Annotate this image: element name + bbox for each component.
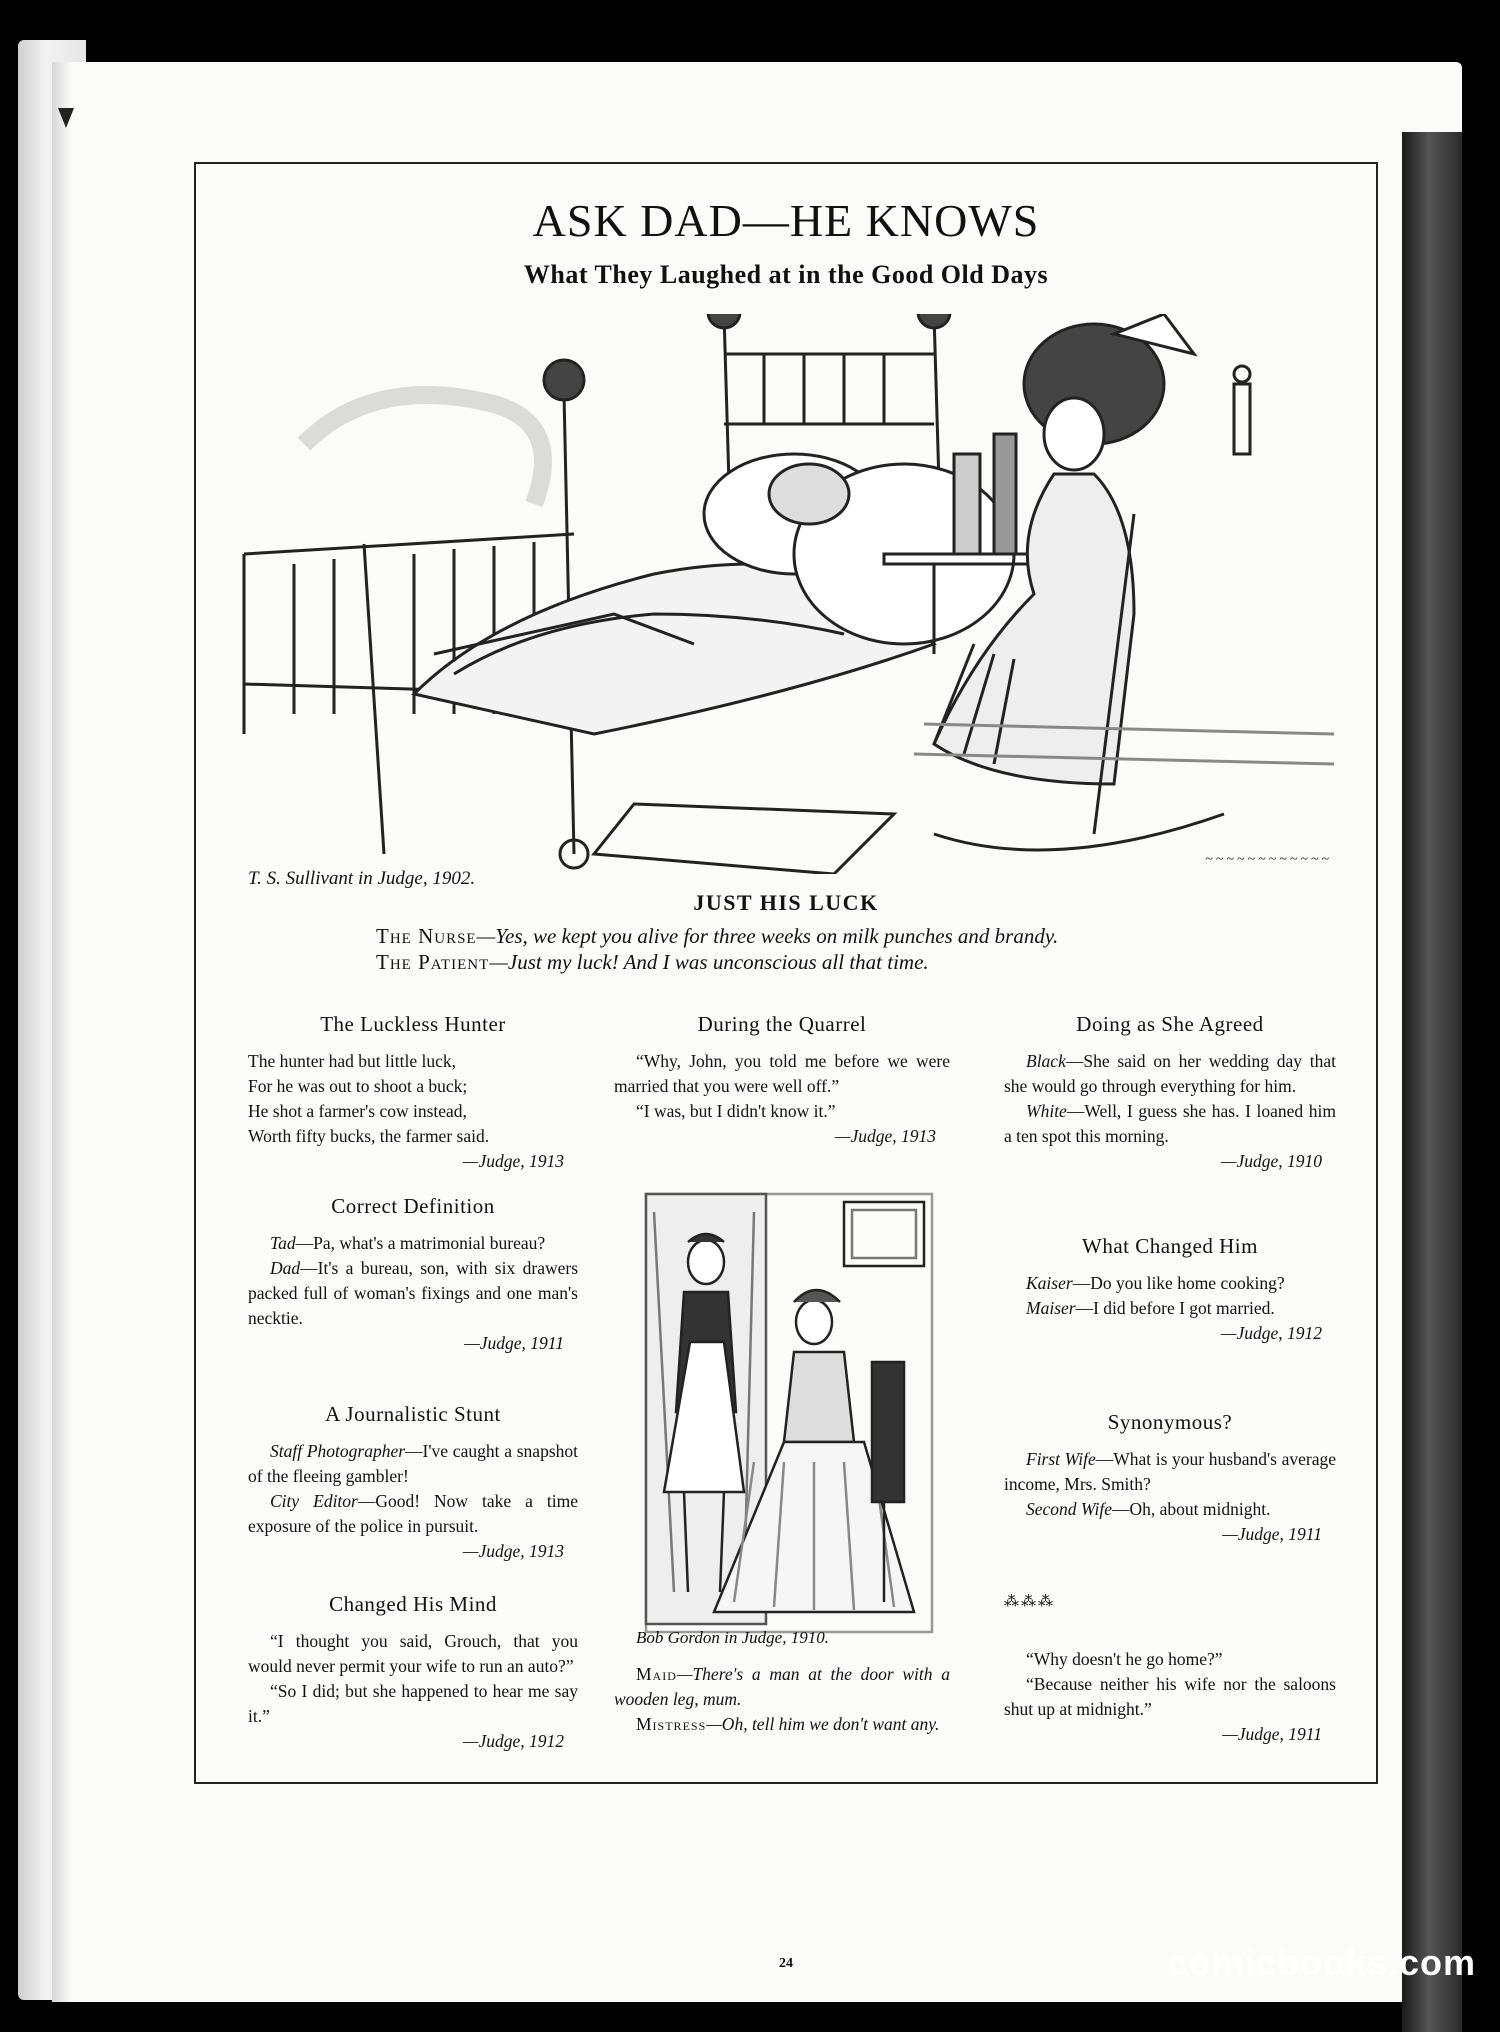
dialog-line [248, 1231, 578, 1256]
joke-heading: Changed His Mind [329, 1592, 497, 1616]
asterism-separator: ⁂⁂⁂ [1004, 1594, 1055, 1610]
dialog-speaker: City Editor [270, 1491, 358, 1511]
dialog-text: —She said on her wedding day that she would go through everything for him. [1004, 1051, 1336, 1096]
joke-article [1004, 1012, 1336, 1174]
dialog-line [376, 950, 1196, 975]
dialog-speaker: Tad [270, 1233, 296, 1253]
joke-heading: A Journalistic Stunt [325, 1402, 501, 1426]
verse-line: Worth fifty bucks, the farmer said. [248, 1126, 490, 1146]
dialog-line [376, 924, 1196, 949]
dialog-text: —Good! Now take a time exposure of the police in pursuit. [248, 1491, 578, 1536]
dialog-text: —Do you like home cooking? [1072, 1273, 1285, 1293]
joke-article [1004, 1234, 1336, 1346]
page-frame [194, 162, 1378, 1971]
dialog-paragraph: “I was, but I didn't know it.” [636, 1101, 836, 1121]
dialog-text: —There's a man at the door with a wooden leg, mum. [614, 1664, 950, 1709]
dialog-paragraph: “So I did; but she happened to hear me say it.” [248, 1681, 578, 1726]
source-citation: —Judge, 1913 [462, 1151, 564, 1171]
dialog-speaker: The Patient [376, 950, 490, 974]
source-citation: —Judge, 1912 [1220, 1323, 1322, 1343]
joke-article [248, 1012, 578, 1174]
joke-heading: What Changed Him [1082, 1234, 1258, 1258]
dialog-line [1004, 1099, 1336, 1149]
joke-heading: Synonymous? [1107, 1410, 1233, 1434]
dialog-speaker: White [1026, 1101, 1067, 1121]
dialog-text: —Just my luck! And I was unconscious all that time. [489, 950, 929, 974]
maid-and-mistress-drawing-icon [644, 1192, 934, 1634]
dialog-line [1004, 1271, 1336, 1296]
illustration-credit: T. S. Sullivant in Judge, 1902. [248, 868, 476, 889]
dialog-line [1004, 1049, 1336, 1099]
dialog-text: —What is your husband's average income, Mrs. Smith? [1004, 1449, 1336, 1494]
dialog-text: —Oh, about midnight. [1112, 1499, 1271, 1519]
joke-article [248, 1194, 578, 1356]
source-citation: —Judge, 1911 [464, 1333, 564, 1353]
source-citation: —Judge, 1911 [1222, 1724, 1322, 1744]
illustration-credit: Bob Gordon in Judge, 1910. [636, 1628, 829, 1647]
joke-title: JUST HIS LUCK [693, 890, 879, 915]
page-title: ASK DAD—HE KNOWS [532, 195, 1040, 246]
dialog-speaker: Dad [270, 1258, 301, 1278]
bedroom-illustration [234, 314, 1344, 874]
joke-heading: Correct Definition [331, 1194, 495, 1218]
joke-heading: During the Quarrel [697, 1012, 867, 1036]
dialog-speaker: Mistress [636, 1714, 707, 1734]
dialog-speaker: The Nurse [376, 924, 477, 948]
artist-signature: ~~~~~~~~~~~~ [1205, 852, 1332, 867]
dialog-speaker: Black [1026, 1051, 1066, 1071]
joke-heading: Doing as She Agreed [1076, 1012, 1264, 1036]
dialog-line [1004, 1447, 1336, 1497]
dialog-speaker: Maiser [1026, 1298, 1076, 1318]
joke-article [614, 1662, 950, 1737]
page-subtitle: What They Laughed at in the Good Old Days [523, 260, 1049, 289]
joke-article [614, 1012, 950, 1149]
dialog-paragraph: “I thought you said, Grouch, that you would never permit your wife to run an auto?” [248, 1631, 578, 1676]
dialog-text: —Oh, tell him we don't want any. [706, 1714, 940, 1734]
source-citation: —Judge, 1911 [1222, 1524, 1322, 1544]
source-citation: —Judge, 1912 [462, 1731, 564, 1751]
dialog-speaker: Maid [636, 1664, 677, 1684]
dialog-line [614, 1662, 950, 1712]
dialog-paragraph: “Because neither his wife nor the saloons shut up at midnight.” [1004, 1674, 1336, 1719]
joke-heading: The Luckless Hunter [320, 1012, 506, 1036]
dialog-text: —I did before I got married. [1075, 1298, 1275, 1318]
site-watermark: comicbooks.com [1167, 1942, 1476, 1983]
source-citation: —Judge, 1913 [462, 1541, 564, 1561]
dialog-speaker: Staff Photographer [270, 1441, 406, 1461]
dialog-paragraph: “Why doesn't he go home?” [1026, 1649, 1223, 1669]
verse-line: He shot a farmer's cow instead, [248, 1101, 467, 1121]
page-gutter [1402, 132, 1462, 2032]
dialog-text: —It's a bureau, son, with six drawers packed full of woman's fixings and one man's necktie. [248, 1258, 578, 1328]
page-number: 24 [779, 1956, 793, 1971]
dialog-text: —Pa, what's a matrimonial bureau? [295, 1233, 546, 1253]
dialog-speaker: Kaiser [1026, 1273, 1073, 1293]
verse-line: The hunter had but little luck, [248, 1051, 457, 1071]
dialog-line [248, 1256, 578, 1331]
dialog-text: —Well, I guess she has. I loaned him a ten spot this morning. [1004, 1101, 1336, 1146]
joke-article [1004, 1410, 1336, 1547]
source-citation: —Judge, 1913 [834, 1126, 936, 1146]
dialog-speaker: Second Wife [1026, 1499, 1113, 1519]
page-marker-icon [58, 108, 74, 128]
dialog-text: —Yes, we kept you alive for three weeks on milk punches and brandy. [476, 924, 1059, 948]
joke-article [248, 1402, 578, 1564]
dialog-line [1004, 1497, 1336, 1522]
sickbed-drawing-icon [234, 314, 1344, 874]
joke-article [248, 1592, 578, 1754]
dialog-line [248, 1489, 578, 1539]
dialog-line [1004, 1296, 1336, 1321]
dialog-line [614, 1712, 950, 1737]
maid-illustration [644, 1192, 934, 1634]
dialog-speaker: First Wife [1026, 1449, 1096, 1469]
source-citation: —Judge, 1910 [1220, 1151, 1322, 1171]
dialog-line [248, 1439, 578, 1489]
dialog-paragraph: “Why, John, you told me before we were married that you were well off.” [614, 1051, 950, 1096]
dialog-text: —I've caught a snapshot of the fleeing gambler! [248, 1441, 578, 1486]
joke-article [1004, 1590, 1336, 1747]
verse-line: For he was out to shoot a buck; [248, 1076, 468, 1096]
